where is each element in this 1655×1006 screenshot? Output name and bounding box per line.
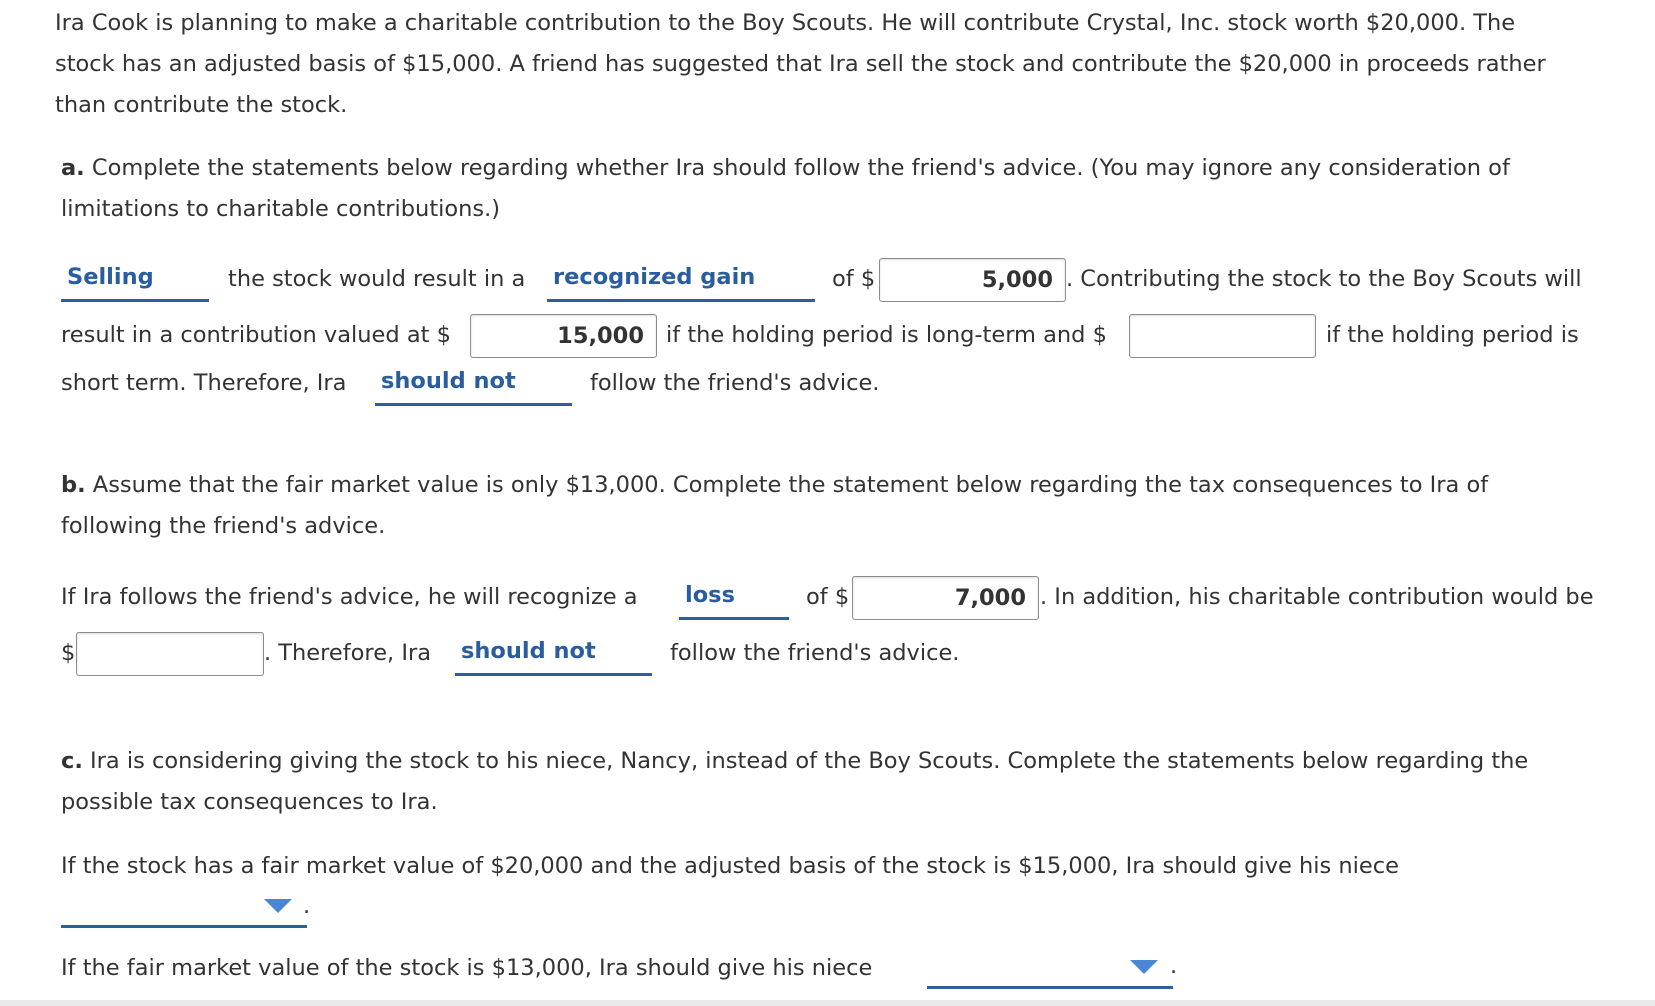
part-c-prompt-2: possible tax consequences to Ira. [61, 789, 438, 815]
part-a-text-6: if the holding period is [1326, 322, 1579, 348]
part-a-label: a. [61, 155, 85, 181]
part-a-text-4: result in a contribution valued at $ [61, 322, 451, 348]
part-c-prompt-text: Ira is considering giving the stock to his niece, Nancy, instead of the Boy Scouts. Complete the statements below regarding the [82, 748, 1529, 774]
intro-line-3: than contribute the stock. [55, 92, 348, 118]
part-b-text-2: of $ [806, 584, 850, 610]
part-c-label: c. [61, 748, 83, 774]
advice-select-a[interactable]: should not [375, 368, 572, 406]
long-term-contribution-input[interactable]: 15,000 [470, 314, 657, 358]
part-a-prompt-text: Complete the statements below regarding whether Ira should follow the friend's advice. (You may ignore any consideration of [84, 155, 1510, 181]
short-term-contribution-input[interactable] [1129, 314, 1316, 358]
part-a-text-1: the stock would result in a [228, 266, 526, 292]
intro-line-2: stock has an adjusted basis of $15,000. A friend has suggested that Ira sell the stock and contribute the $20,000 in proceeds rather [55, 51, 1546, 77]
part-b-text-5: . Therefore, Ira [264, 640, 432, 666]
chevron-down-icon[interactable] [264, 899, 292, 913]
part-a-text-8: follow the friend's advice. [590, 370, 880, 396]
gain-loss-select-b[interactable]: loss [679, 582, 789, 620]
part-b-prompt-1 [61, 472, 1488, 498]
chevron-down-icon[interactable] [1130, 960, 1158, 974]
gain-amount-input[interactable]: 5,000 [879, 258, 1066, 302]
bottom-divider [0, 1000, 1655, 1006]
part-b-text-1: If Ira follows the friend's advice, he will recognize a [61, 584, 638, 610]
part-b-prompt-text: Assume that the fair market value is only $13,000. Complete the statement below regarding the tax consequences to Ira of [85, 472, 1489, 498]
part-b-text-4: $ [61, 640, 76, 666]
period-1: . [303, 893, 311, 919]
period-2: . [1170, 953, 1178, 979]
part-c-text-2: If the fair market value of the stock is $13,000, Ira should give his niece [61, 955, 873, 981]
part-a-text-2: of $ [832, 266, 876, 292]
part-a-prompt-2: limitations to charitable contributions.) [61, 196, 501, 222]
part-b-prompt-2: following the friend's advice. [61, 513, 386, 539]
action-select[interactable]: Selling [61, 264, 209, 302]
part-a-text-3: . Contributing the stock to the Boy Scouts will [1066, 266, 1582, 292]
advice-select-b[interactable]: should not [455, 638, 652, 676]
part-c-prompt-1 [61, 748, 1528, 774]
gain-loss-select[interactable]: recognized gain [547, 264, 815, 302]
part-a-text-7: short term. Therefore, Ira [61, 370, 347, 396]
loss-amount-input[interactable]: 7,000 [852, 576, 1039, 620]
part-b-text-3: . In addition, his charitable contribution would be [1040, 584, 1594, 610]
part-c-text-1: If the stock has a fair market value of $20,000 and the adjusted basis of the stock is $15,000, Ira should give his niece [61, 853, 1399, 879]
intro-line-1: Ira Cook is planning to make a charitable contribution to the Boy Scouts. He will contribute Crystal, Inc. stock worth $20,000. The [55, 10, 1516, 36]
part-a-prompt-1 [61, 155, 1510, 181]
charitable-contribution-input[interactable] [76, 632, 264, 676]
part-b-label: b. [61, 472, 86, 498]
part-a-text-5: if the holding period is long-term and $ [666, 322, 1107, 348]
part-b-text-6: follow the friend's advice. [670, 640, 960, 666]
